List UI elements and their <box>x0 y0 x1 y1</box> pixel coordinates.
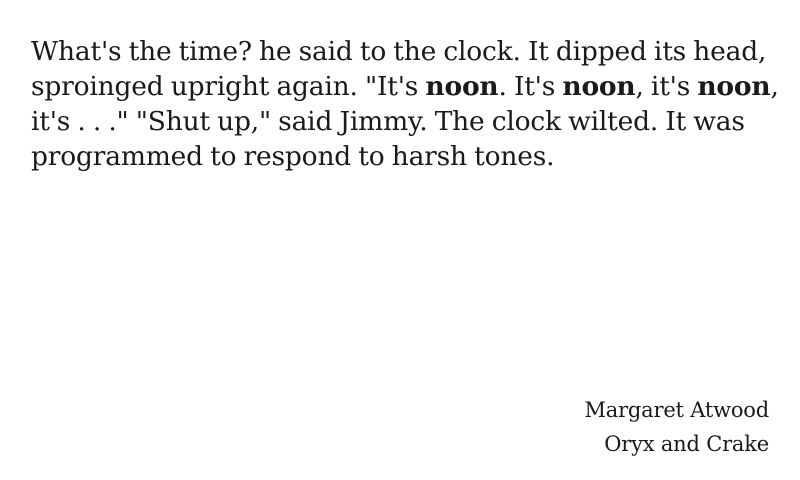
quote-text <box>31 34 781 174</box>
author-name: Margaret Atwood <box>584 398 769 422</box>
quote-segment: , it's <box>635 71 698 102</box>
highlighted-word: noon <box>697 71 771 102</box>
highlighted-word: noon <box>425 71 499 102</box>
quote-segment: , it's . . ." "Shut up," said Jimmy. The clock wilted. It was programmed to respond to harsh tones. <box>31 71 779 172</box>
quote-segment: What's the time? he said to the clock. It dipped its head, sproinged upright again. "It's <box>31 36 767 102</box>
quote-segment: . It's <box>498 71 563 102</box>
attribution <box>584 393 769 461</box>
book-title: Oryx and Crake <box>604 432 769 456</box>
highlighted-word: noon <box>562 71 636 102</box>
